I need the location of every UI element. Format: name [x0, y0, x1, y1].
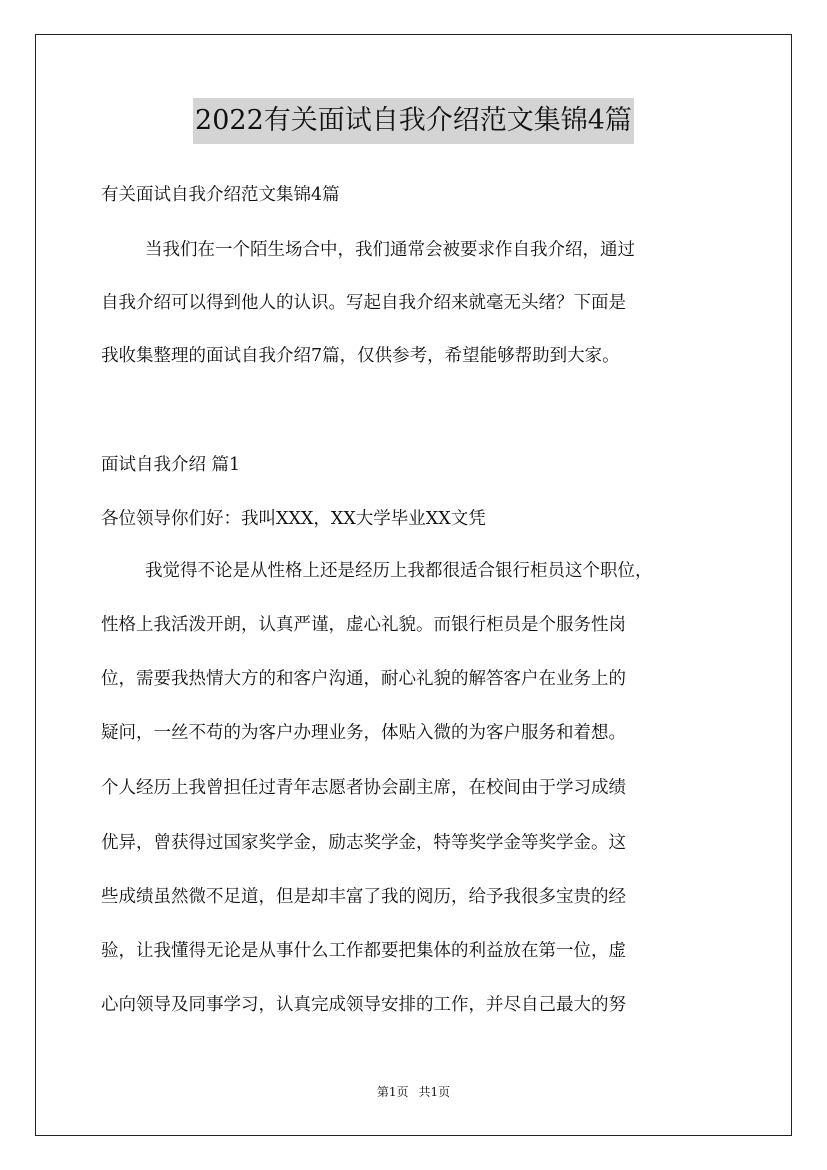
page-total-label: 共1页	[418, 1085, 451, 1099]
greeting-line: 各位领导你们好：我叫XXX，XX大学毕业XX文凭	[101, 509, 486, 529]
body-paragraph-line: 疑问，一丝不苟的为客户办理业务，体贴入微的为客户服务和着想。	[101, 723, 626, 743]
intro-paragraph-line: 我收集整理的面试自我介绍7篇，仅供参考，希望能够帮助到大家。	[101, 346, 620, 366]
body-paragraph-line: 些成绩虽然微不足道，但是却丰富了我的阅历，给予我很多宝贵的经	[101, 887, 626, 907]
body-paragraph-line: 我觉得不论是从性格上还是经历上我都很适合银行柜员这个职位，	[145, 561, 653, 581]
intro-paragraph-line: 当我们在一个陌生场合中，我们通常会被要求作自我介绍，通过	[145, 240, 635, 260]
document-title: 2022有关面试自我介绍范文集锦4篇	[193, 98, 634, 144]
body-paragraph-line: 位，需要我热情大方的和客户沟通，耐心礼貌的解答客户在业务上的	[101, 669, 626, 689]
title-container	[0, 98, 827, 144]
subtitle-line: 有关面试自我介绍范文集锦4篇	[101, 185, 340, 205]
intro-paragraph-line: 自我介绍可以得到他人的认识。写起自我介绍来就毫无头绪？下面是	[101, 293, 626, 313]
body-paragraph-line: 个人经历上我曾担任过青年志愿者协会副主席，在校间由于学习成绩	[101, 778, 626, 798]
body-paragraph-line: 验，让我懂得无论是从事什么工作都要把集体的利益放在第一位，虚	[101, 941, 626, 961]
body-paragraph-line: 优异，曾获得过国家奖学金，励志奖学金，特等奖学金等奖学金。这	[101, 833, 626, 853]
body-paragraph-line: 心向领导及同事学习，认真完成领导安排的工作，并尽自己最大的努	[101, 995, 626, 1015]
section-heading: 面试自我介绍 篇1	[101, 455, 241, 475]
page-number-label: 第1页	[376, 1085, 409, 1099]
page-footer	[0, 1083, 827, 1101]
body-paragraph-line: 性格上我活泼开朗，认真严谨，虚心礼貌。而银行柜员是个服务性岗	[101, 615, 626, 635]
